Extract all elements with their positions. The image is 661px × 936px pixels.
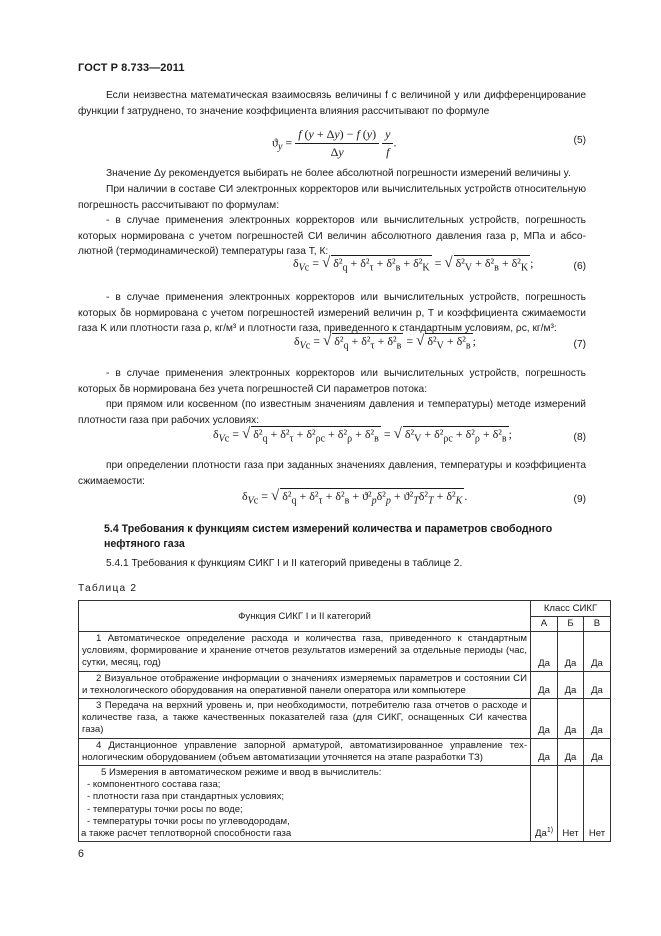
row-3-class-b: Да <box>558 699 584 739</box>
row-4-class-v: Да <box>583 738 610 765</box>
formula-8 <box>78 426 586 452</box>
direct-method-paragraph: при прямом или косвенном (по известным значениям давления и температуры) методе измерений плотности газа при рабочих условиях: <box>78 399 586 426</box>
formula-5 <box>78 125 586 159</box>
formula-9-number: (9) <box>573 494 586 505</box>
formula-8-number: (8) <box>573 432 586 443</box>
formula-6-number: (6) <box>573 261 586 272</box>
row-2-class-v: Да <box>583 671 610 698</box>
row-1-function: 1 Автоматическое определение расхода и количества газа, приведенного к стандартным условиям, формирование и хранение отчетов результатов измерений за отдельные периоды (час, сутки, месяц, год) <box>79 632 531 672</box>
row-2-function: 2 Визуальное отображение информации о значениях измеряемых параметров и состоянии СИ и технологического оборудования на оперативной панели оператора или компьютере <box>79 671 531 698</box>
row-4-class-a: Да <box>531 738 558 765</box>
table-row <box>79 671 611 698</box>
row-3-class-v: Да <box>583 699 610 739</box>
row-5-item: - температуры точки росы по углеводородам, <box>87 815 290 827</box>
row-5-item: - плотности газа при стандартных условиях; <box>87 791 285 803</box>
row-2-class-a: Да <box>531 671 558 698</box>
row-5-item: - компонентного состава газа; <box>87 779 221 791</box>
header-class-a: А <box>531 616 558 632</box>
formula-7-expression: $\delta_{Vc}$ = √ $\delta^2_q + \delta^2_\tau + \delta^2_в$ = √ $\delta^2_V + \delta^2_в$ ; <box>294 333 476 352</box>
formula-5-expression: $ϑ_y$ = $\frac{f (y + \Delta y) - f (y)}{\Delta y}$ $\frac{y}{f}$ . <box>272 127 397 159</box>
row-5-item: - температуры точки росы по воде; <box>87 803 243 815</box>
correctors-paragraph: При наличии в составе СИ электронных корректоров или вычислительных устройств относительную погрешность рассчитывают по формулам: <box>78 184 586 211</box>
header-function: Функция СИКГ I и II категорий <box>79 601 531 632</box>
table-row <box>79 699 611 739</box>
formula-9 <box>78 488 586 514</box>
formula-5-number: (5) <box>573 135 586 146</box>
row-5-class-v: Нет <box>583 766 610 842</box>
case3-paragraph: - в случае применения электронных корректоров или вычислительных устройств, погрешность которых δв нормирована без учета погрешностей СИ параметров потока: <box>78 368 586 395</box>
page-number: 6 <box>78 848 84 860</box>
formula-9-expression: $\delta_{Vc}$ = √ $\delta^2_q + \delta^2_\tau + \delta^2_в + ϑ^2_p\delta^2_p + ϑ^2_T\delta^2_T + \delta^2_K$ . <box>242 488 468 507</box>
row-3-class-a: Да <box>531 699 558 739</box>
row-1-class-b: Да <box>558 632 584 672</box>
table-header-row <box>79 601 611 617</box>
header-class: Класс СИКГ <box>531 601 611 617</box>
formula-6-expression: $\delta_{Vc}$ = √ $\delta^2_q + \delta^2_\tau + \delta^2_в + \delta^2_K$ = √ $\delta^2_V + \delta^2_в + \delta^2_K$ ; <box>293 255 534 274</box>
row-5-title: 5 Измерения в автоматическом режиме и ввод в вычислитель: <box>101 767 382 779</box>
formula-7 <box>78 333 586 359</box>
document-header: ГОСТ Р 8.733—2011 <box>78 62 185 74</box>
row-4-function: 4 Дистанционное управление запорной арматурой, автоматизированное управление технологическим оборудованием (объем автоматизации уточняется на этапе разработки ТЗ) <box>79 738 531 765</box>
intro-paragraph: Если неизвестна математическая взаимосвязь величины f с величиной y или дифференцирование функции f затруднено, то значение коэффициента влияния рассчитывают по формуле <box>78 90 586 117</box>
row-3-function: 3 Передача на верхний уровень и, при необходимости, потребителю газа отчетов о расходе и количестве газа, а также качественных показателей газа (для СИКГ, оснащенных СИ качества газа) <box>79 699 531 739</box>
table-row <box>79 766 611 842</box>
row-5-class-a-value: Да <box>534 828 547 840</box>
given-values-paragraph: при определении плотности газа при заданных значениях давления, температуры и коэффициента сжимаемости: <box>78 460 586 487</box>
row-5-class-a <box>531 766 558 842</box>
formula-8-expression: $\delta_{Vc}$ = √ $\delta^2_q + \delta^2_\tau + \delta^2_{\rho c} + \delta^2_\rho + \delta^2_в$ = √ $\delta^2_V + \delta^2_{\rho c} + \delta^2_\rho + \delta^2_в$ ; <box>213 426 512 445</box>
formula-6 <box>78 255 586 281</box>
row-5-function <box>79 766 531 842</box>
header-class-b: Б <box>558 616 584 632</box>
requirements-table <box>78 600 611 842</box>
row-1-class-v: Да <box>583 632 610 672</box>
section-title: 5.4 Требования к функциям систем измерений количества и параметров свободного нефтяного газа <box>104 523 553 550</box>
row-5-class-b: Нет <box>558 766 584 842</box>
section-text: 5.4.1 Требования к функциям СИКГ I и II категорий приведены в таблице 2. <box>106 558 463 569</box>
table-row <box>79 738 611 765</box>
row-4-class-b: Да <box>558 738 584 765</box>
formula-7-number: (7) <box>573 339 586 350</box>
header-class-v: В <box>583 616 610 632</box>
row-1-class-a: Да <box>531 632 558 672</box>
row-5-tail: а также расчет теплотворной способности газа <box>81 828 292 840</box>
row-5-footnote-mark: 1) <box>546 827 554 835</box>
case1-paragraph: - в случае применения электронных корректоров или вычислительных устройств, погрешность которых нормирована с учетом погрешностей СИ величин абсолютного давления газа p, МПа и абсолютной (термодинамической) температуры газа T, К: <box>78 215 586 258</box>
table-row <box>79 632 611 672</box>
delta-paragraph: Значение Δy рекомендуется выбирать не более абсолютной погрешности измерений величины y. <box>106 168 571 179</box>
table-caption: Таблица 2 <box>78 583 138 594</box>
row-2-class-b: Да <box>558 671 584 698</box>
case2-paragraph: - в случае применения электронных корректоров или вычислительных устройств, погрешность которых δв нормирована с учетом погрешностей измерений величин p, T и коэффициента сжимаемости газа K или плотности газа ρ, кг/м³ и плотности газа, приведенного к стандартным условиям, ρс, кг/м³: <box>78 292 586 335</box>
